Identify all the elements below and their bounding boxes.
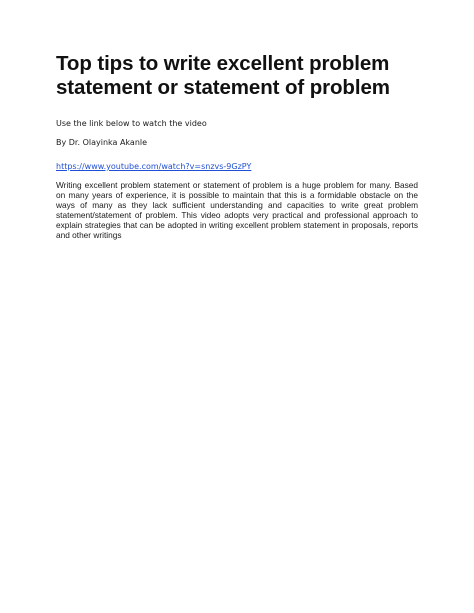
intro-line: Use the link below to watch the video: [56, 119, 207, 128]
video-link[interactable]: https://www.youtube.com/watch?v=snzvs-9GzPY: [56, 162, 252, 171]
body-paragraph: Writing excellent problem statement or statement of problem is a huge problem for many. Based on many years of experience, it is possible to maintain that this is a formidable obstacle on the ways of many as they lack sufficient understanding and capacities to write great problem statement/statement of problem. This video adopts very practical and professional approach to explain strategies that can be adopted in writing excellent problem statement in proposals, reports and other writings: [56, 180, 418, 240]
author-line: By Dr. Olayinka Akanle: [56, 138, 148, 147]
document-title: Top tips to write excellent problem statement or statement of problem: [56, 52, 390, 99]
